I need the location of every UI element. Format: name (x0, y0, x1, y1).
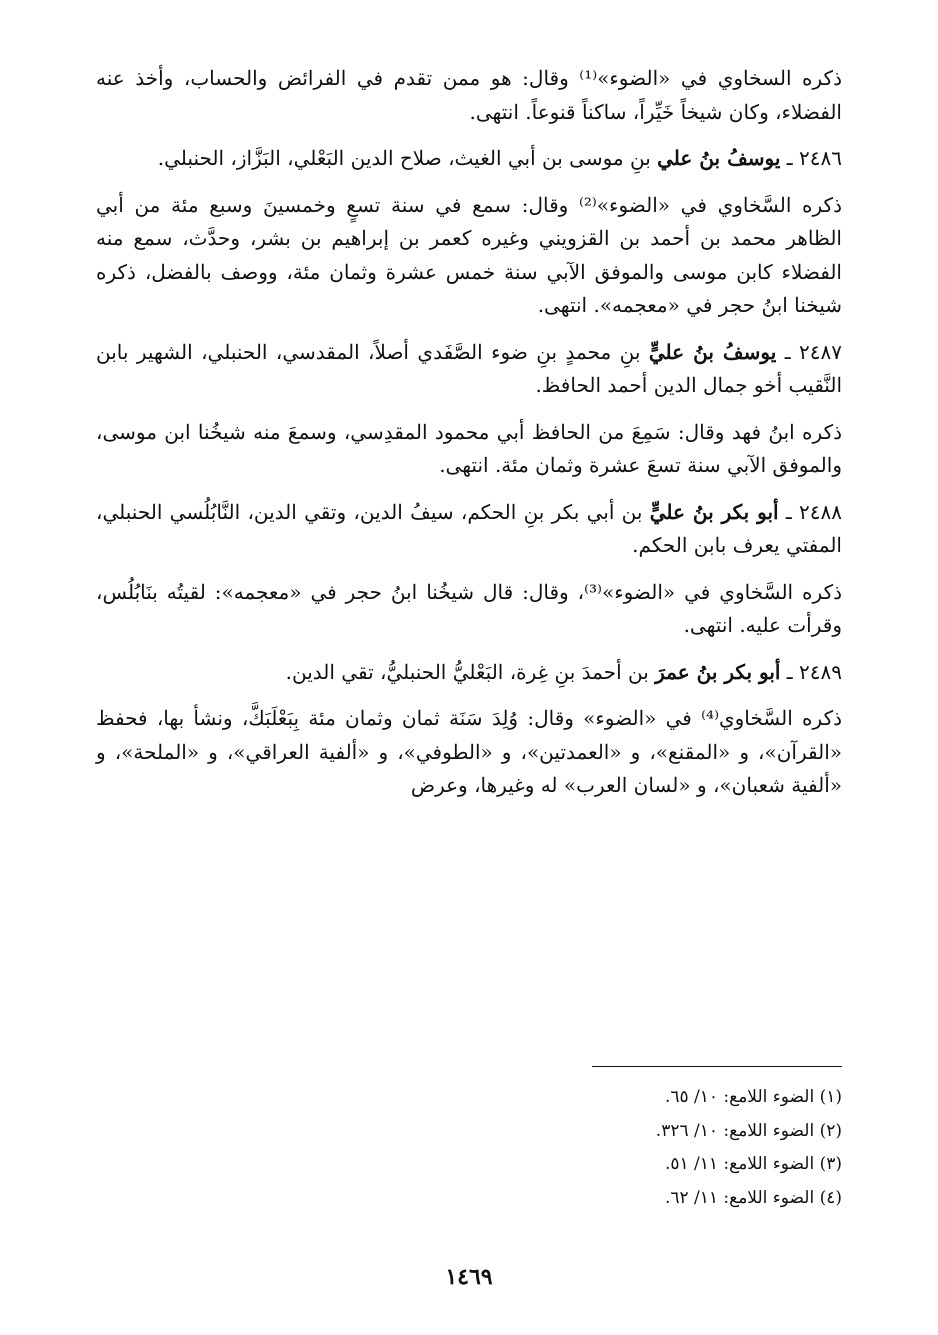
footnote-1: (١) الضوء اللامع: ١٠/ ٦٥. (664, 1087, 842, 1107)
paragraph-1: ذكره السخاوي في «الضوء»⁽¹⁾ وقال: هو ممن تقدم في الفرائض والحساب، وأخذ عنه الفضلاء، وكان شيخاً خَيِّراً، ساكناً قنوعاً. انتهى. (96, 66, 842, 124)
entry-name: أبو بكر بنُ عليٍّ (649, 499, 779, 524)
entry-name: يوسفُ بنُ علي (657, 146, 781, 170)
paragraph-9: ذكره السَّخاوي⁽⁴⁾ في «الضوء» وقال: وُلِدَ سَنَة ثمان وثمان مئة بِبَعْلَبَكَّ، ونشأ بها، فحفظ «القرآن»، و «المقنع»، و «العمدتين»، و «الطوفي»، و «ألفية العراقي»، و «الملحة»، و «ألفية شعبان»، و «لسان العرب» له وغيرها، وعرض (96, 706, 842, 797)
entry-2486 (96, 142, 842, 176)
entry-number: ٢٤٨٩ ـ (780, 659, 842, 684)
entry-number: ٢٤٨٦ ـ (780, 146, 842, 170)
footnote-divider (592, 1066, 842, 1067)
entry-number: ٢٤٨٨ ـ (778, 499, 842, 524)
paragraph-3: ذكره السَّخاوي في «الضوء»⁽²⁾ وقال: سمع في سنة تسعٍ وخمسينَ وسبع مئة من أبي الظاهر محمد بن أحمد بن القزويني وغيره كعمر بن إبراهيم بن بشر، وحدَّث، سمع منه الفضلاء كابن موسى والموفق الآبي سنة خمس عشرة وثمان مئة، ووصف بالفضل، ذكره شيخنا ابنُ حجر في «معجمه». انتهى. (96, 192, 842, 317)
footnote-2: (٢) الضوء اللامع: ١٠/ ٣٢٦. (655, 1120, 842, 1141)
page-number: ١٤٦٩ (445, 1264, 493, 1290)
footnote-3: (٣) الضوء اللامع: ١١/ ٥١. (664, 1154, 842, 1174)
paragraph-7: ذكره السَّخاوي في «الضوء»⁽³⁾، وقال: قال شيخُنا ابنُ حجر في «معجمه»: لقيتُه بنَابُلُس، وقرأت عليه. انتهى. (96, 579, 842, 637)
footnotes (242, 1081, 842, 1215)
entry-details: بنِ موسى بن أبي الغيث، صلاح الدين البَعْلي، البَزَّاز، الحنبلي. (157, 146, 658, 170)
entry-2487 (96, 336, 842, 403)
entry-name: يوسفُ بنُ عليٍّ (648, 339, 777, 364)
entry-2489 (96, 656, 842, 690)
main-text (96, 62, 842, 816)
footnote-4: (٤) الضوء اللامع: ١١/ ٦٢. (664, 1187, 842, 1208)
entry-details: بن أبي بكر بنِ الحكم، سيفُ الدين، وتقي الدين، النَّابُلُسي الحنبلي، المفتي يعرف بابن الحكم. (96, 499, 842, 557)
entry-details: بن أحمدَ بنِ غِرة، البَعْليُّ الحنبليُّ، تقي الدين. (285, 659, 656, 684)
entry-number: ٢٤٨٧ ـ (776, 339, 842, 364)
entry-name: أبو بكر بنُ عمرَ (655, 659, 781, 684)
entry-details: بنِ محمدٍ بنِ ضوء الصَّفَدي أصلاً، المقدسي، الحنبلي، الشهير بابن النَّقيب أخو جمال الدين أحمد الحافظ. (96, 339, 842, 397)
paragraph-5: ذكره ابنُ فهد وقال: سَمِعَ من الحافظ أبي محمود المقدِسي، وسمعَ منه شيخُنا ابن موسى، والموفق الآبي سنة تسعَ عشرة وثمان مئة. انتهى. (96, 419, 842, 477)
entry-2488 (96, 496, 842, 563)
